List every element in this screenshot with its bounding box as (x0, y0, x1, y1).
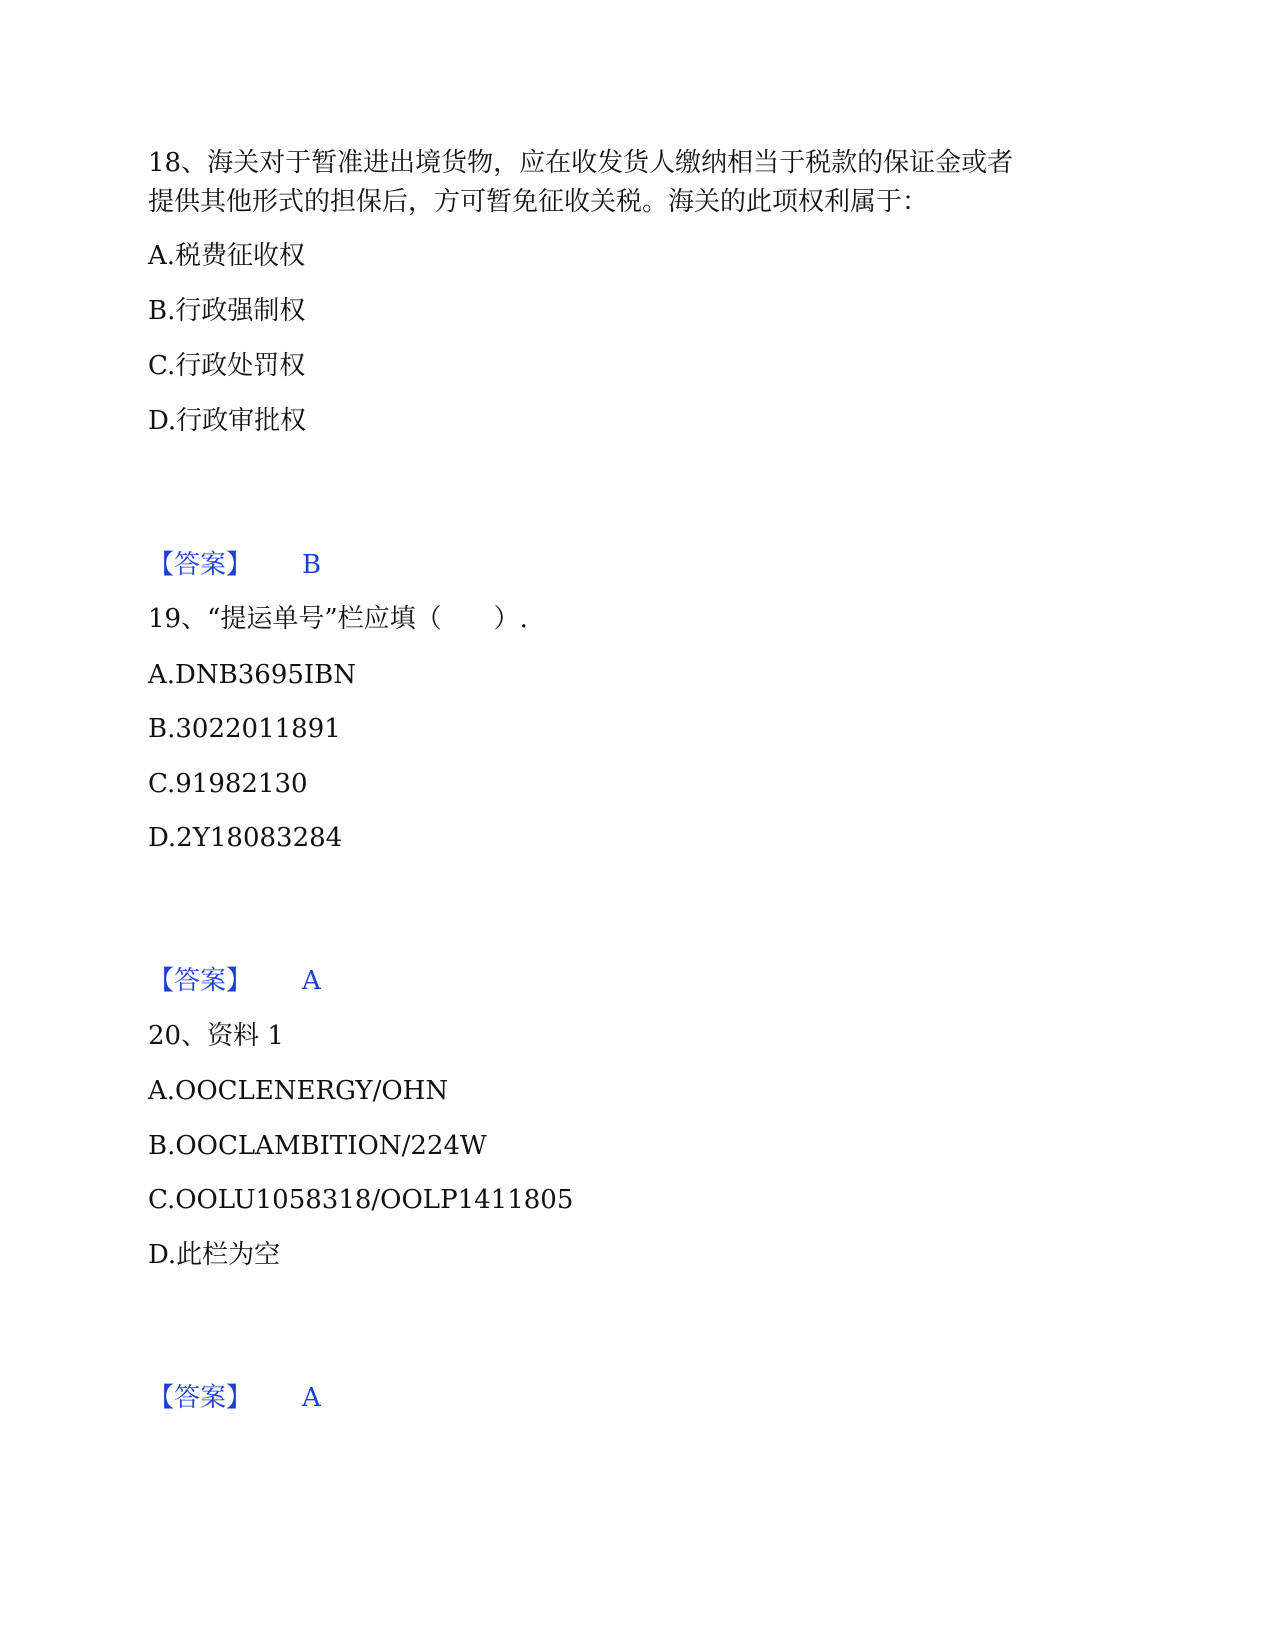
answer-value: B (302, 550, 322, 580)
question-18-stem-line1: 18、海关对于暂准进出境货物，应在收发货人缴纳相当于税款的保证金或者 (148, 148, 1014, 178)
question-19-option-a: A.DNB3695IBN (148, 660, 357, 690)
answer-label: 【答案】 (148, 1383, 253, 1413)
answer-label: 【答案】 (148, 966, 253, 996)
question-20-option-a: A.OOCLENERGY/OHN (148, 1076, 449, 1106)
question-19-stem: 19、“提运单号”栏应填（ ）. (148, 604, 528, 634)
question-18-answer (148, 550, 321, 580)
question-20-option-c: C.OOLU1058318/OOLP1411805 (148, 1185, 574, 1215)
answer-label: 【答案】 (148, 550, 253, 580)
question-19-option-c: C.91982130 (148, 769, 308, 799)
question-18-option-c: C.行政处罚权 (148, 351, 306, 381)
question-19-option-b: B.3022011891 (148, 714, 341, 744)
question-20-option-b: B.OOCLAMBITION/224W (148, 1131, 487, 1161)
question-18-option-b: B.行政强制权 (148, 296, 306, 326)
question-18-option-a: A.税费征收权 (148, 241, 306, 271)
question-18-option-d: D.行政审批权 (148, 406, 307, 436)
question-20-stem: 20、资料 1 (148, 1021, 284, 1051)
question-19-option-d: D.2Y18083284 (148, 823, 343, 853)
question-20-option-d: D.此栏为空 (148, 1240, 281, 1270)
answer-value: A (302, 966, 321, 996)
question-18-stem-line2: 提供其他形式的担保后，方可暂免征收关税。海关的此项权利属于： (148, 187, 929, 217)
question-20-answer (148, 1383, 321, 1413)
answer-value: A (302, 1383, 321, 1413)
question-19-answer (148, 966, 321, 996)
